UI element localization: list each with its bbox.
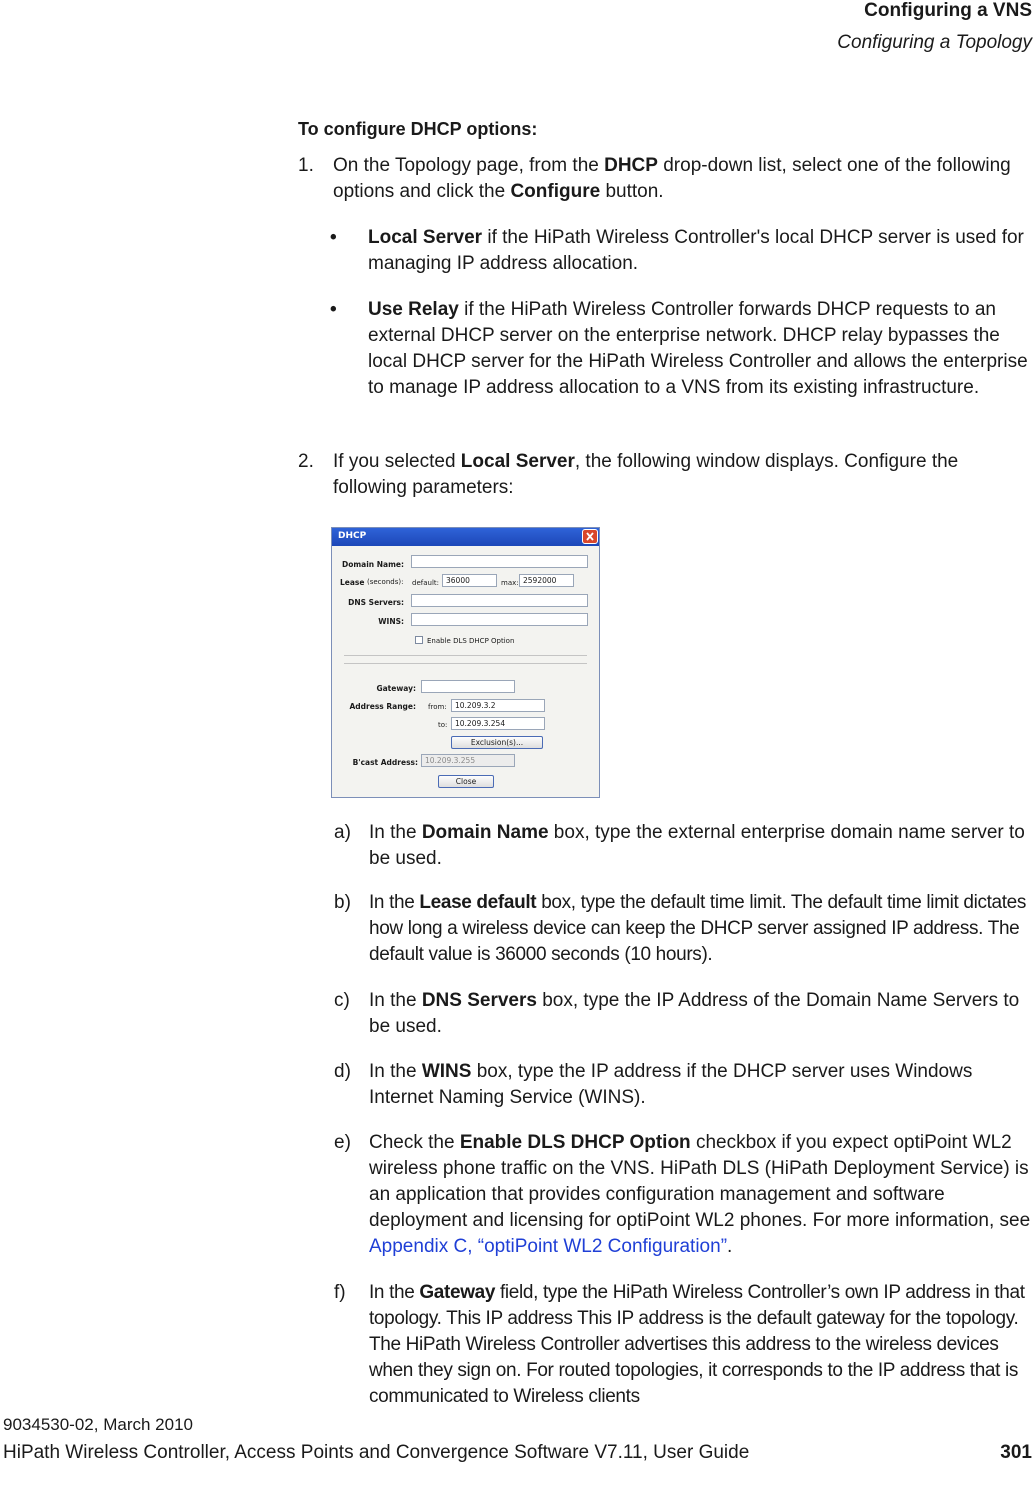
step-text: On the Topology page, from the DHCP drop-down list, select one of the following options and click the Configure button. [333,155,1011,202]
bullet-item-use-relay: Use Relay if the HiPath Wireless Controller forwards DHCP requests to an external DHCP server on the enterprise network. DHCP relay bypasses the local DHCP server for the HiPath Wireless Controller and allows the enterprise to manage IP address allocation to a VNS from its existing infrastructure. [368,299,1028,398]
substep-letter: b) [334,892,351,913]
step-text: If you selected Local Server, the following window displays. Configure the following parameters: [333,451,959,498]
dialog-titlebar [332,528,599,546]
substep-lease-default: In the Lease default box, type the default time limit. The default time limit dictates how long a wireless device can keep the DHCP server assigned IP address. The default value is 36000 seconds (10 hours). [369,892,1027,965]
bcast-address-input: 10.209.3.255 [421,754,515,767]
divider [344,655,587,656]
chapter-title: Configuring a VNS [864,0,1032,21]
substep-wins: In the WINS box, type the IP address if the DHCP server uses Windows Internet Naming Service (WINS). [369,1061,973,1108]
domain-name-input[interactable] [411,555,588,568]
lease-default-label: default: [412,579,439,587]
wins-label: WINS: [378,617,404,626]
dhcp-dialog [331,527,600,798]
lease-label: Lease [340,578,365,587]
dns-servers-input[interactable] [411,594,588,607]
lease-max-input[interactable]: 2592000 [519,574,574,587]
dns-servers-label: DNS Servers: [348,598,404,607]
domain-name-label: Domain Name: [341,560,404,569]
bullet-item-local-server: Local Server if the HiPath Wireless Controller's local DHCP server is used for managing IP address allocation. [368,227,1024,274]
step-number: 1. [298,155,314,176]
dialog-title: DHCP [338,531,367,541]
wins-input[interactable] [411,613,588,626]
bullet: • [330,299,337,320]
lease-unit: (seconds): [367,578,404,586]
range-from-label: from: [428,703,447,711]
footer-doc-number: 9034530-02, March 2010 [3,1415,193,1434]
range-from-input[interactable]: 10.209.3.2 [451,699,545,712]
close-button[interactable]: Close [438,775,494,788]
substep-enable-dls: Check the Enable DLS DHCP Option checkbox if you expect optiPoint WL2 wireless phone traffic on the VNS. HiPath DLS (HiPath Deployment Service) is an application that provides configuration management and software deployment and licensing for optiPoint WL2 phones. For more information, see Appendix C, “optiPoint WL2 Configuration”. [369,1132,1031,1257]
close-icon[interactable] [582,529,598,544]
section-title: Configuring a Topology [837,32,1032,53]
substep-letter: c) [334,990,350,1011]
exclusions-button[interactable]: Exclusion(s)... [451,736,543,749]
page-number: 301 [1000,1442,1032,1463]
range-to-input[interactable]: 10.209.3.254 [451,717,545,730]
procedure-heading: To configure DHCP options: [298,119,538,139]
substep-letter: f) [334,1282,346,1303]
lease-max-label: max: [501,579,519,587]
gateway-input[interactable] [421,680,515,693]
substep-domain-name: In the Domain Name box, type the external enterprise domain name server to be used. [369,822,1025,869]
lease-default-input[interactable]: 36000 [442,574,497,587]
substep-gateway: In the Gateway field, type the HiPath Wireless Controller’s own IP address in that topology. This IP address This IP address is the default gateway for the topology. The HiPath Wireless Controller advertises this address to the wireless devices when they sign on. For routed topologies, it corresponds to the IP address that is communicated to Wireless clients [369,1282,1025,1407]
substep-letter: d) [334,1061,351,1082]
divider [344,663,587,664]
substep-letter: e) [334,1132,351,1153]
bcast-address-label: B'cast Address: [352,758,418,767]
enable-dls-checkbox[interactable] [415,636,423,644]
enable-dls-label: Enable DLS DHCP Option [427,637,515,645]
appendix-c-link[interactable]: Appendix C, “optiPoint WL2 Configuration” [369,1236,728,1257]
step-number: 2. [298,451,314,472]
gateway-label: Gateway: [376,684,416,693]
bullet: • [330,227,337,248]
address-range-label: Address Range: [349,702,416,711]
footer-guide-title: HiPath Wireless Controller, Access Points and Convergence Software V7.11, User Guide [3,1442,750,1463]
substep-letter: a) [334,822,351,843]
substep-dns-servers: In the DNS Servers box, type the IP Address of the Domain Name Servers to be used. [369,990,1020,1037]
range-to-label: to: [438,721,448,729]
